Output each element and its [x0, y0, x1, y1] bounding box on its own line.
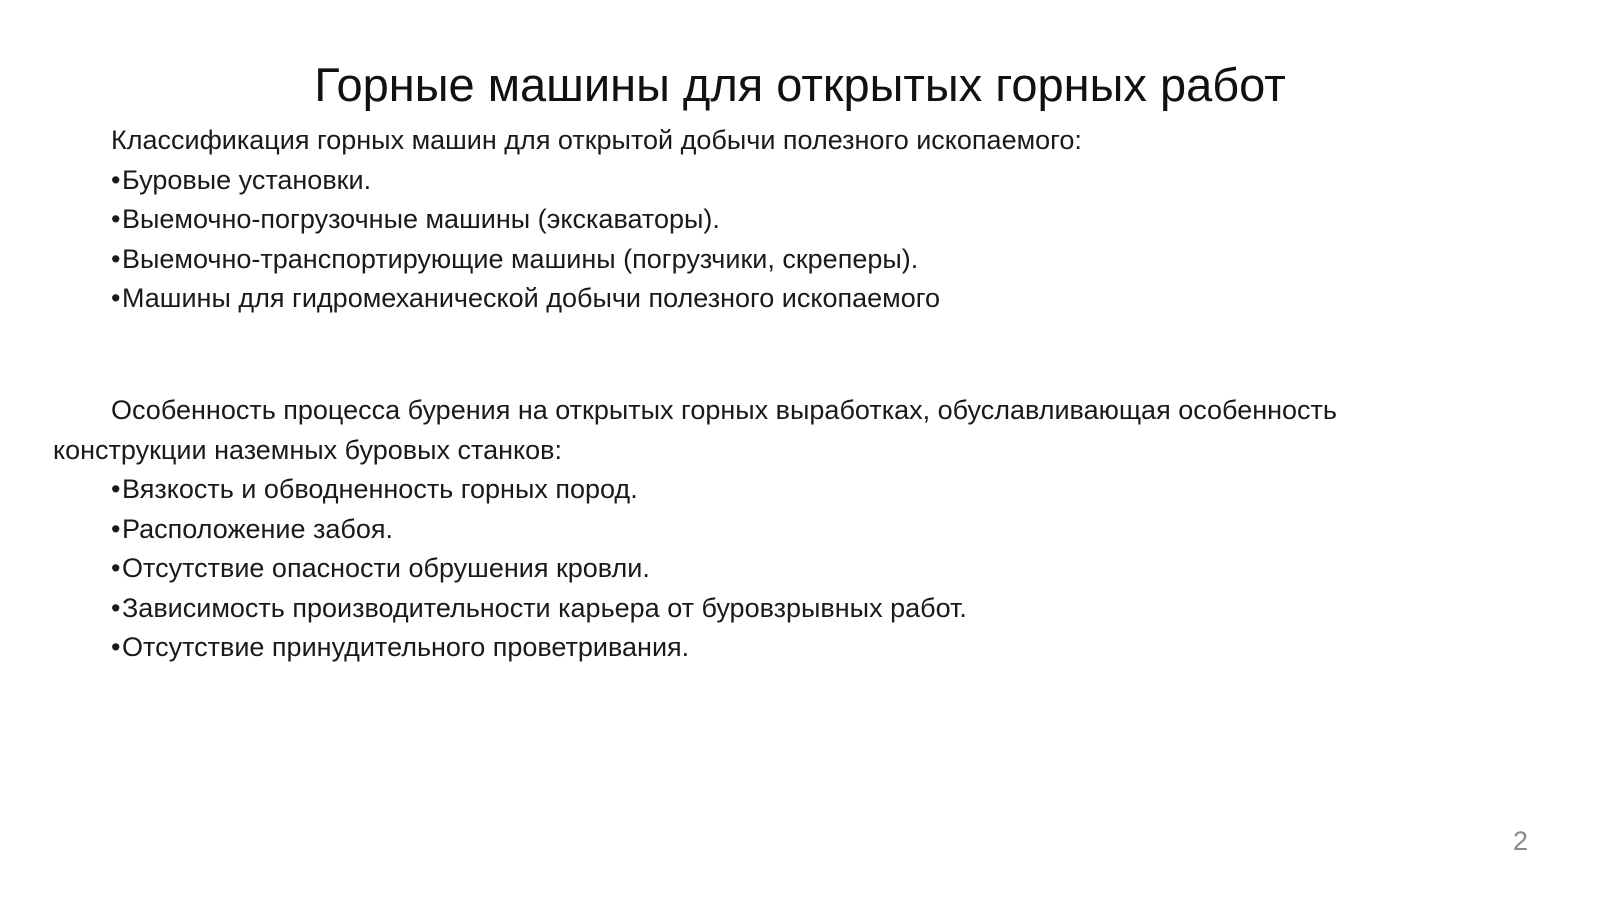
classification-intro: Классификация горных машин для открытой добычи полезного ископаемого: [111, 125, 1082, 155]
bullet-icon: • [111, 553, 121, 583]
list-item-text: Выемочно-транспортирующие машины (погрузчики, скреперы). [122, 243, 919, 274]
bullet-icon: • [111, 592, 121, 623]
list-item-text: Отсутствие опасности обрушения кровли. [122, 553, 650, 583]
list-item [111, 510, 1600, 550]
drilling-features-list [0, 470, 1600, 668]
list-item [111, 200, 1600, 240]
classification-list [0, 161, 1600, 319]
classification-section [0, 121, 1600, 319]
bullet-icon: • [111, 243, 121, 274]
list-item [111, 279, 1600, 319]
bullet-icon: • [111, 204, 121, 234]
bullet-icon: • [111, 474, 121, 504]
list-item [111, 589, 1600, 629]
bullet-icon: • [111, 632, 121, 662]
bullet-icon: • [111, 164, 121, 195]
bullet-icon: • [111, 513, 121, 544]
list-item-text: Вязкость и обводненность горных пород. [122, 474, 638, 504]
list-item-text: Выемочно-погрузочные машины (экскаваторы). [122, 204, 720, 234]
list-item-text: Отсутствие принудительного проветривания. [122, 632, 690, 662]
list-item-text: Зависимость производительности карьера от буровзрывных работ. [122, 592, 967, 623]
list-item [111, 549, 1600, 589]
list-item-text: Расположение забоя. [122, 513, 394, 544]
list-item [111, 470, 1600, 510]
drilling-features-section [0, 391, 1600, 668]
list-item [111, 240, 1600, 280]
list-item [111, 161, 1600, 201]
list-item-text: Буровые установки. [122, 164, 372, 195]
drilling-features-intro: Особенность процесса бурения на открытых горных выработках, обуславливающая особенность конструкции наземных буровых станков: [53, 395, 1337, 465]
list-item [111, 628, 1600, 668]
slide-title: Горные машины для открытых горных работ [314, 58, 1286, 111]
page-number: 2 [1512, 826, 1528, 856]
bullet-icon: • [111, 283, 121, 313]
list-item-text: Машины для гидромеханической добычи полезного ископаемого [122, 283, 941, 313]
